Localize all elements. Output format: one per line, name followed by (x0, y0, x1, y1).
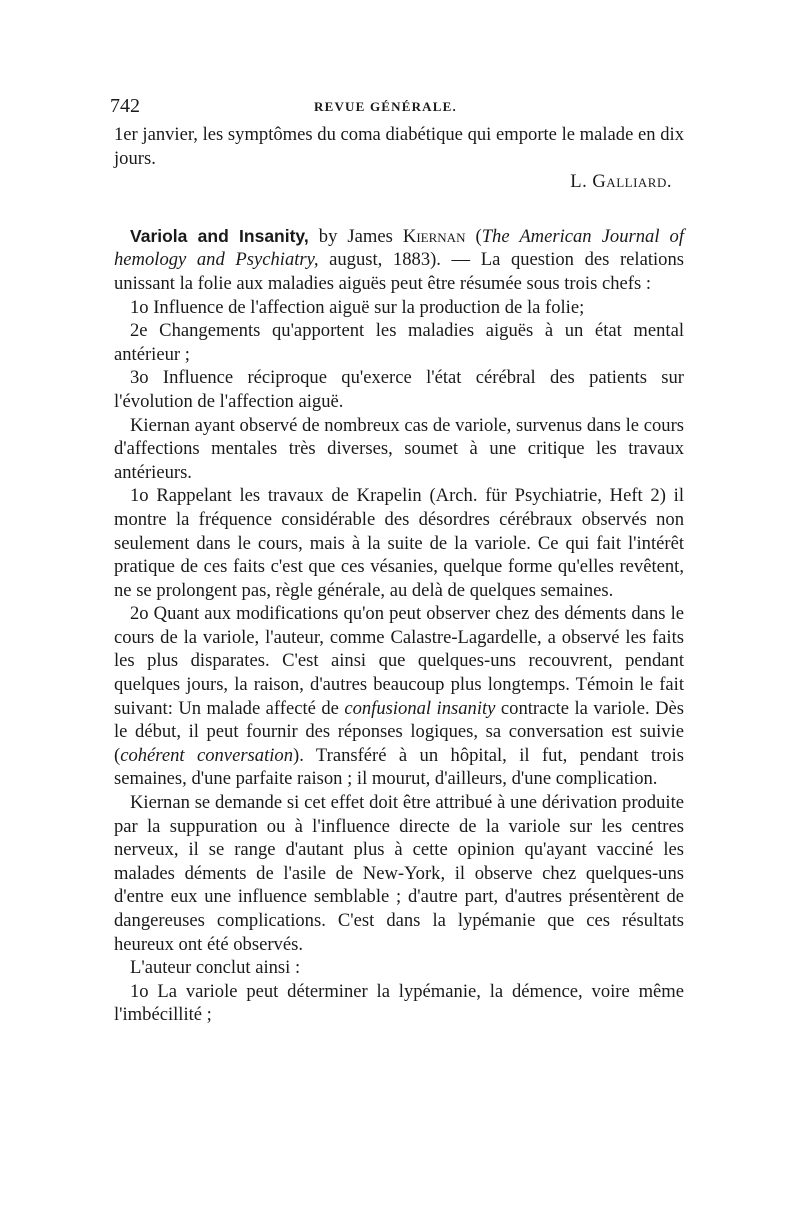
paragraph-8: L'auteur conclut ainsi : (130, 957, 301, 979)
paragraph-3: 3o Influence réciproque qu'exerce l'état cérébral des patients sur l'évolution de l'affection aiguë. (114, 367, 684, 412)
article-intro: Variola and Insanity, by James Kiernan (The American Journal of hemology and Psychiatry, august, 1883). — La question des relations unissant la folie aux maladies aiguës peut être résumée sous trois chefs : (114, 225, 685, 294)
paragraph-2: 2e Changements qu'apportent les maladies aiguës à un état mental antérieur ; (114, 320, 684, 365)
article-date-and-intro: august, 1883). — La question des relations unissant la folie aux maladies aiguës peut être résumée sous trois chefs : (114, 249, 684, 294)
journal-name: The American Journal of hemology and Psychiatry, (114, 225, 685, 271)
paragraph-7: Kiernan se demande si cet effet doit être attribué à une dérivation produite par la suppuration ou à l'influence directe de la variole sur les centres nerveux, il se range d'autant plus à cette opinion qu'ayant vacciné les malades déments de l'asile de New-York, il observe chez quelques-uns d'entre eux une influence semblable ; d'autre part, d'autres présentèrent de dangereuses complications. C'est dans la lypémanie que ces résultats heureux ont été observés. (114, 792, 684, 955)
book-page (110, 95, 685, 1027)
paragraph-1: 1o Influence de l'affection aiguë sur la production de la folie; (130, 296, 585, 318)
article-title: Variola and Insanity, (130, 225, 309, 246)
paragraph-4: Kiernan ayant observé de nombreux cas de variole, survenus dans le cours d'affections mentales très diverses, soumet à une critique les travaux antérieurs. (114, 414, 684, 483)
signature-line (114, 170, 684, 194)
article-author: Kiernan (402, 225, 466, 247)
page-number: 742 (110, 95, 140, 117)
page-header (110, 95, 684, 121)
paragraph-6: 2o Quant aux modifications qu'on peut observer chez des déments dans le cours de la variole, l'auteur, comme Calastre-Lagardelle, a observé les faits les plus disparates. C'est ainsi que quelques-uns recouvrent, pendant quelques jours, la raison, d'autres beaucoup plus longtemps. Témoin le fait suivant: Un malade affecté de confusional insanity contracte la variole. Dès le début, il peut fournir des réponses logiques, sa conversation est suivie (cohérent conversation). Transféré à un hôpital, il fut, pendant trois semaines, d'une parfaite raison ; il mourut, d'ailleurs, d'une complication. (114, 603, 684, 790)
running-title: REVUE GÉNÉRALE. (314, 99, 457, 114)
signature: L. Galliard. (570, 171, 672, 193)
opening-text: 1er janvier, les symptômes du coma diabétique qui emporte le malade en dix jours. (114, 124, 684, 169)
paragraph-5: 1o Rappelant les travaux de Krapelin (Arch. für Psychiatrie, Heft 2) il montre la fréquence considérable des désordres cérébraux observés non seulement dans le cours, mais à la suite de la variole. Ce qui fait l'intérêt pratique de ces faits c'est que ces vésanies, quelque forme qu'elles revêtent, ne se prolongent pas, règle générale, au delà de quelques semaines. (114, 485, 684, 601)
paragraph-9: 1o La variole peut déterminer la lypémanie, la démence, voire même l'imbécillité ; (114, 980, 684, 1026)
